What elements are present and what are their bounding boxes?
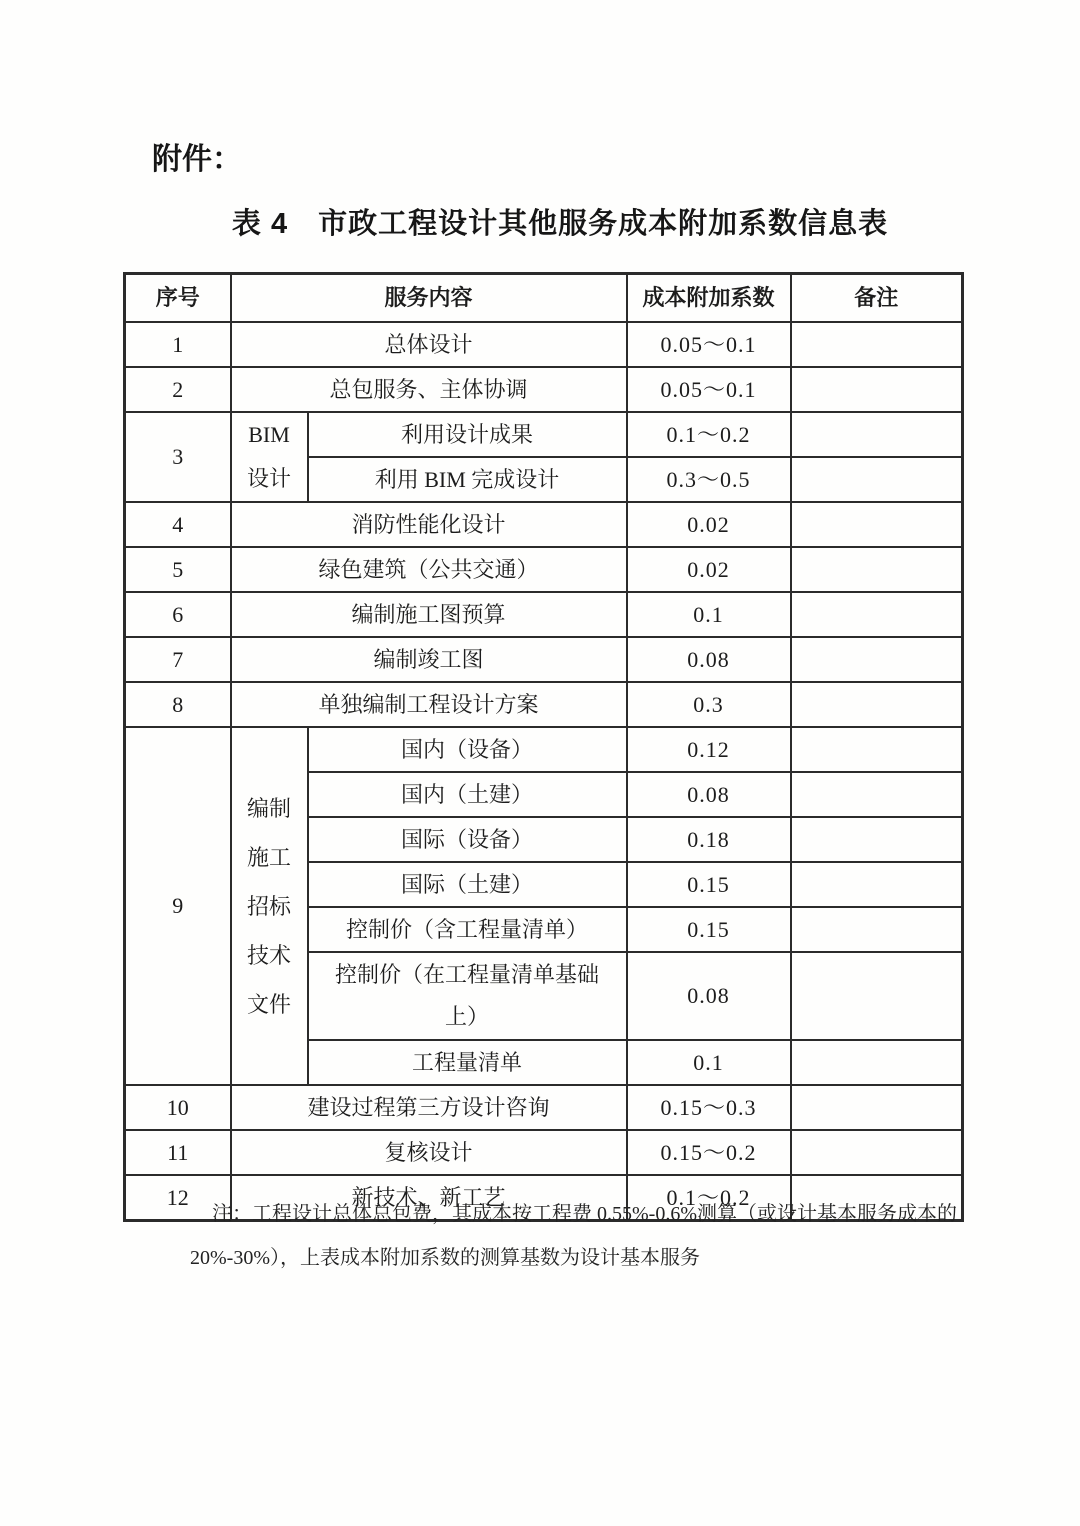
service-cell: 消防性能化设计 [231, 502, 627, 547]
group-bidding-line: 编制 [246, 795, 291, 821]
remark-cell [791, 1130, 963, 1175]
coef-cell: 0.1～0.2 [627, 412, 791, 457]
remark-cell [791, 772, 963, 817]
seq-cell: 11 [125, 1130, 231, 1175]
service-cell: 利用设计成果 [308, 412, 627, 457]
footnote [0, 1192, 1080, 1280]
coef-cell: 0.15～0.2 [627, 1130, 791, 1175]
remark-cell [791, 502, 963, 547]
table-row [125, 637, 963, 682]
document-title: 表 4 市政工程设计其他服务成本附加系数信息表 [231, 208, 889, 240]
coef-cell: 0.08 [627, 952, 791, 1040]
seq-cell: 1 [125, 322, 231, 367]
group-bim-line: 设计 [246, 466, 291, 491]
seq-cell: 2 [125, 367, 231, 412]
seq-cell: 4 [125, 502, 231, 547]
service-cell: 单独编制工程设计方案 [231, 682, 627, 727]
service-cell: 编制竣工图 [231, 637, 627, 682]
coef-cell: 0.15 [627, 862, 791, 907]
service-cell: 编制施工图预算 [231, 592, 627, 637]
remark-cell [791, 1040, 963, 1085]
service-cell: 总体设计 [231, 322, 627, 367]
table-row [125, 502, 963, 547]
service-cell: 绿色建筑（公共交通） [231, 547, 627, 592]
service-cell: 国内（设备） [308, 727, 627, 772]
header-seq: 序号 [125, 274, 231, 323]
service-cell: 控制价（在工程量清单基础上） [308, 952, 627, 1040]
seq-cell: 9 [125, 727, 231, 1085]
remark-cell [791, 367, 963, 412]
remark-cell [791, 952, 963, 1040]
attachment-label: 附件： [152, 143, 242, 176]
table-row [125, 367, 963, 412]
header-service: 服务内容 [231, 274, 627, 323]
service-cell: 控制价（含工程量清单） [308, 907, 627, 952]
group-bim-line: BIM [248, 422, 290, 447]
service-cell: 总包服务、主体协调 [231, 367, 627, 412]
group-bidding-line: 施工 [246, 844, 291, 870]
table-row [125, 547, 963, 592]
service-cell: 新技术、新工艺 [231, 1175, 627, 1221]
remark-cell [791, 637, 963, 682]
coef-cell: 0.08 [627, 637, 791, 682]
group-cell-bim [231, 412, 308, 502]
group-bidding-line: 文件 [246, 991, 291, 1017]
header-remark: 备注 [791, 274, 963, 323]
remark-cell [791, 727, 963, 772]
seq-cell: 8 [125, 682, 231, 727]
service-cell: 国内（土建） [308, 772, 627, 817]
table-row [125, 1085, 963, 1130]
header-coef: 成本附加系数 [627, 274, 791, 323]
remark-cell [791, 322, 963, 367]
table-row [125, 592, 963, 637]
service-cell: 利用 BIM 完成设计 [308, 457, 627, 502]
seq-cell: 3 [125, 412, 231, 502]
table-row [125, 682, 963, 727]
coef-cell: 0.3 [627, 682, 791, 727]
coef-cell: 0.02 [627, 547, 791, 592]
seq-cell: 7 [125, 637, 231, 682]
remark-cell [791, 862, 963, 907]
seq-cell: 5 [125, 547, 231, 592]
footnote-line-1: 注：工程设计总体总包费，其成本按工程费 0.55%-0.6%测算（或设计基本服务成本的 [212, 1203, 957, 1225]
coef-cell: 0.15～0.3 [627, 1085, 791, 1130]
coef-cell: 0.1 [627, 592, 791, 637]
remark-cell [791, 1085, 963, 1130]
remark-cell [791, 547, 963, 592]
remark-cell [791, 457, 963, 502]
table-row [125, 1130, 963, 1175]
seq-cell: 10 [125, 1085, 231, 1130]
table-row [125, 322, 963, 367]
remark-cell [791, 817, 963, 862]
seq-cell: 12 [125, 1175, 231, 1221]
coef-cell: 0.3～0.5 [627, 457, 791, 502]
table-row [125, 727, 963, 772]
table-row [125, 412, 963, 457]
remark-cell [791, 907, 963, 952]
remark-cell [791, 592, 963, 637]
coef-cell: 0.08 [627, 772, 791, 817]
service-cell: 建设过程第三方设计咨询 [231, 1085, 627, 1130]
seq-cell: 6 [125, 592, 231, 637]
table-header-row [125, 274, 963, 323]
service-cell: 复核设计 [231, 1130, 627, 1175]
group-bidding-line: 技术 [246, 942, 291, 968]
coef-cell: 0.18 [627, 817, 791, 862]
service-cell: 国际（设备） [308, 817, 627, 862]
coef-cell: 0.1～0.2 [627, 1175, 791, 1221]
coef-cell: 0.02 [627, 502, 791, 547]
coef-cell: 0.05～0.1 [627, 322, 791, 367]
service-cell: 工程量清单 [308, 1040, 627, 1085]
coef-cell: 0.05～0.1 [627, 367, 791, 412]
services-table [123, 272, 964, 1222]
coef-cell: 0.15 [627, 907, 791, 952]
service-cell: 国际（土建） [308, 862, 627, 907]
footnote-line-2: 20%-30%），上表成本附加系数的测算基数为设计基本服务 [190, 1247, 700, 1269]
group-cell-bidding [231, 727, 308, 1085]
group-bidding-line: 招标 [246, 893, 291, 919]
remark-cell [791, 682, 963, 727]
coef-cell: 0.1 [627, 1040, 791, 1085]
remark-cell [791, 412, 963, 457]
coef-cell: 0.12 [627, 727, 791, 772]
